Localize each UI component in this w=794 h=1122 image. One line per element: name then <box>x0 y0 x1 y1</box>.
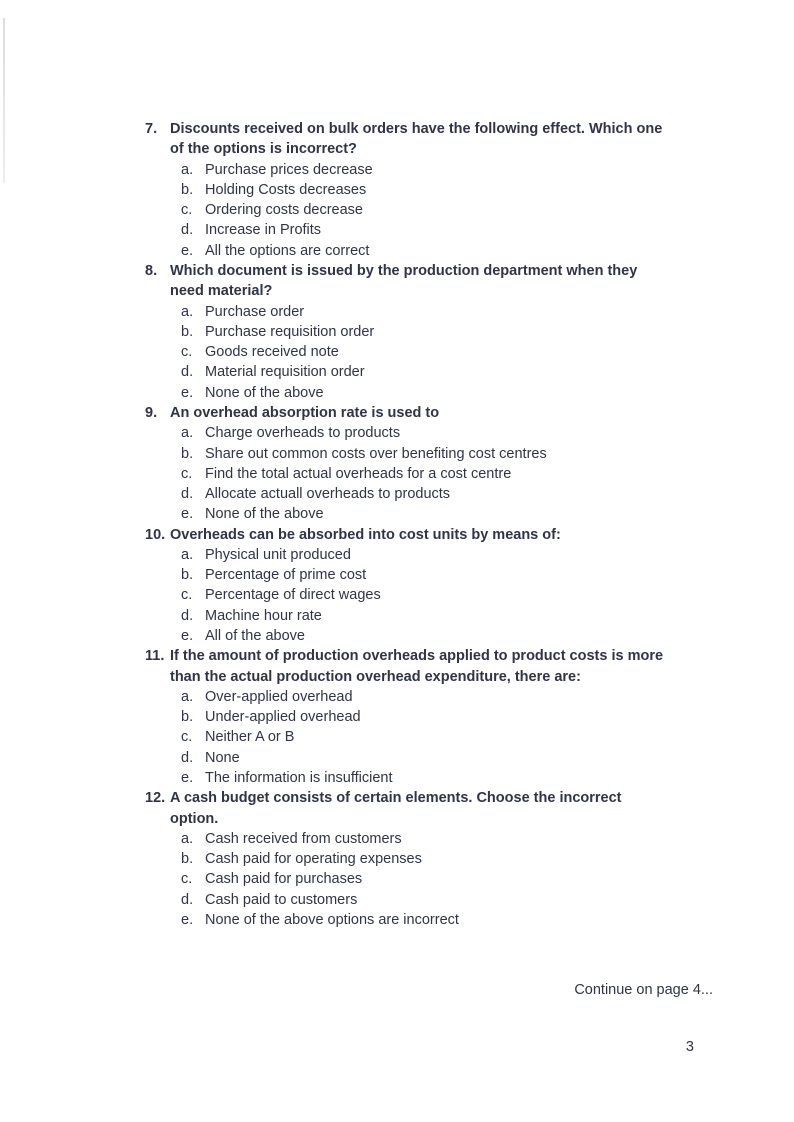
option-text: The information is insufficient <box>205 770 393 786</box>
option-letter: b. <box>181 851 194 868</box>
option-item <box>181 565 730 585</box>
option-letter: b. <box>181 181 194 198</box>
option-text: Percentage of direct wages <box>205 587 381 604</box>
option-item <box>181 342 730 362</box>
option-item <box>181 545 730 565</box>
option-text: Cash paid for purchases <box>205 871 363 888</box>
option-text: Purchase prices decrease <box>205 161 373 178</box>
option-text: Purchase order <box>205 303 305 320</box>
option-letter: e. <box>181 911 194 928</box>
option-letter: d. <box>181 891 194 908</box>
option-item <box>181 241 730 261</box>
option-item <box>181 464 730 484</box>
question-item <box>145 261 730 403</box>
option-letter: b. <box>181 323 194 340</box>
option-text: Cash received from customers <box>205 830 402 847</box>
option-text: Under-applied overhead <box>205 709 361 726</box>
option-item <box>181 585 730 605</box>
option-item <box>181 727 730 747</box>
questions-list <box>145 119 730 930</box>
question-title-lines <box>170 403 439 423</box>
question-title <box>145 119 730 160</box>
question-number: 12. <box>145 790 166 807</box>
option-item <box>181 423 730 443</box>
option-letter: e. <box>181 384 194 401</box>
option-item <box>181 220 730 240</box>
option-text: Allocate actuall overheads to products <box>205 486 451 503</box>
question-title-line: An overhead absorption rate is used to <box>170 404 440 421</box>
option-letter: c. <box>181 871 193 888</box>
option-text: Cash paid for operating expenses <box>205 851 422 868</box>
option-item <box>181 768 730 788</box>
option-letter: a. <box>181 546 194 563</box>
question-title-line: Which document is issued by the production department when they <box>170 262 638 279</box>
scan-artifact-line <box>3 18 5 183</box>
option-text: Physical unit produced <box>205 546 351 563</box>
option-letter: b. <box>181 445 194 462</box>
option-text: Share out common costs over benefiting cost centres <box>205 445 547 462</box>
question-title-line: of the options is incorrect? <box>170 141 357 158</box>
question-title <box>145 403 730 423</box>
option-item <box>181 504 730 524</box>
option-text: Material requisition order <box>205 364 365 381</box>
option-item <box>181 444 730 464</box>
option-item <box>181 160 730 180</box>
option-item <box>181 829 730 849</box>
option-letter: c. <box>181 202 193 219</box>
question-title-line: A cash budget consists of certain elements. Choose the incorrect <box>170 790 622 807</box>
option-item <box>181 606 730 626</box>
options-list <box>181 302 730 403</box>
option-letter: e. <box>181 770 194 786</box>
question-title <box>145 788 730 829</box>
option-item <box>181 362 730 382</box>
option-text: Neither A or B <box>205 729 295 746</box>
option-text: Percentage of prime cost <box>205 567 367 584</box>
options-list <box>181 545 730 646</box>
question-item <box>145 403 730 525</box>
question-title-lines <box>170 119 662 160</box>
question-title <box>145 646 730 687</box>
option-letter: c. <box>181 465 193 482</box>
option-letter: a. <box>181 425 194 442</box>
question-number: 7. <box>145 121 158 137</box>
option-item <box>181 748 730 768</box>
question-item <box>145 525 730 647</box>
question-item <box>145 646 730 788</box>
option-text: Increase in Profits <box>205 222 322 239</box>
question-title-line: option. <box>170 810 219 827</box>
option-letter: d. <box>181 607 194 624</box>
question-title-line: If the amount of production overheads applied to product costs is more <box>170 648 664 665</box>
option-item <box>181 322 730 342</box>
question-title-lines <box>170 788 622 829</box>
option-text: Cash paid to customers <box>205 891 358 908</box>
option-letter: e. <box>181 628 194 645</box>
question-title-line: need material? <box>170 283 273 300</box>
option-letter: c. <box>181 729 193 746</box>
option-letter: a. <box>181 161 194 178</box>
question-item <box>145 119 730 261</box>
option-letter: e. <box>181 506 194 523</box>
question-number: 9. <box>145 404 158 421</box>
question-title-line: Overheads can be absorbed into cost units by means of: <box>170 526 561 543</box>
page-number: 3 <box>685 1039 694 1055</box>
option-text: None <box>205 749 240 766</box>
question-title-line: Discounts received on bulk orders have the following effect. Which one <box>170 121 663 137</box>
option-item <box>181 200 730 220</box>
option-letter: c. <box>181 587 193 604</box>
option-letter: d. <box>181 749 194 766</box>
option-item <box>181 910 730 930</box>
options-list <box>181 160 730 261</box>
question-number: 8. <box>145 262 158 279</box>
option-text: None of the above <box>205 506 324 523</box>
option-text: Over-applied overhead <box>205 688 353 705</box>
option-text: Holding Costs decreases <box>205 181 367 198</box>
question-title <box>145 261 730 302</box>
option-item <box>181 707 730 727</box>
question-title-lines <box>170 261 637 302</box>
question-title-lines <box>170 646 663 687</box>
question-number: 10. <box>145 526 166 543</box>
option-item <box>181 180 730 200</box>
option-letter: a. <box>181 830 194 847</box>
option-text: None of the above <box>205 384 324 401</box>
option-item <box>181 687 730 707</box>
option-letter: e. <box>181 242 194 259</box>
question-item <box>145 788 730 930</box>
option-text: Ordering costs decrease <box>205 202 363 219</box>
option-item <box>181 890 730 910</box>
option-text: All the options are correct <box>205 242 370 259</box>
question-title-lines <box>170 525 561 545</box>
question-number: 11. <box>145 648 165 665</box>
options-list <box>181 687 730 788</box>
option-text: Purchase requisition order <box>205 323 375 340</box>
options-list <box>181 829 730 930</box>
option-text: None of the above options are incorrect <box>205 911 459 928</box>
option-item <box>181 383 730 403</box>
option-text: Find the total actual overheads for a cost centre <box>205 465 512 482</box>
option-text: Goods received note <box>205 344 339 361</box>
option-letter: a. <box>181 303 194 320</box>
question-title <box>145 525 730 545</box>
option-item <box>181 484 730 504</box>
option-letter: c. <box>181 344 193 361</box>
option-item <box>181 849 730 869</box>
option-letter: d. <box>181 364 194 381</box>
option-letter: b. <box>181 709 194 726</box>
continue-note: Continue on page 4... <box>574 982 713 998</box>
option-letter: b. <box>181 567 194 584</box>
option-item <box>181 869 730 889</box>
option-text: Machine hour rate <box>205 607 322 624</box>
option-text: All of the above <box>205 628 305 645</box>
question-title-line: than the actual production overhead expenditure, there are: <box>170 668 581 685</box>
option-letter: d. <box>181 222 194 239</box>
option-letter: d. <box>181 486 194 503</box>
options-list <box>181 423 730 524</box>
option-item <box>181 302 730 322</box>
option-item <box>181 626 730 646</box>
option-text: Charge overheads to products <box>205 425 401 442</box>
option-letter: a. <box>181 688 194 705</box>
